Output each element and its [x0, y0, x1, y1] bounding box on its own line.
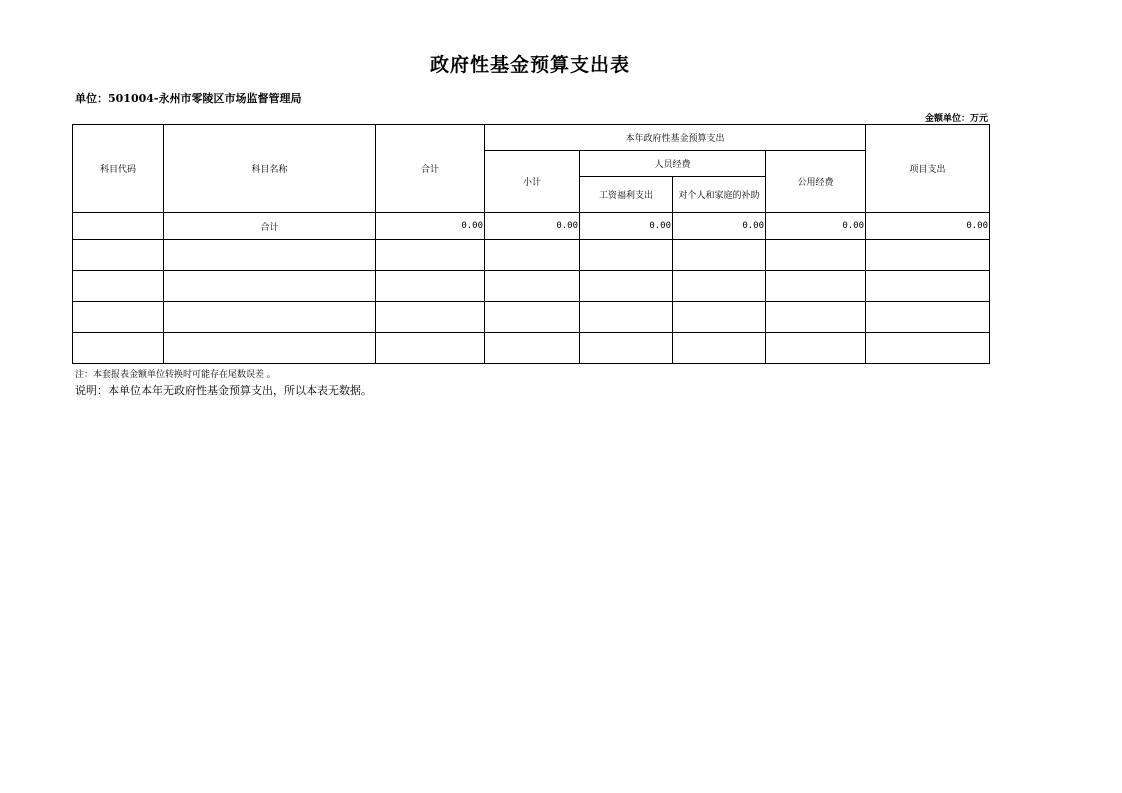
total-row [73, 213, 990, 240]
table-cell [485, 240, 580, 271]
table-cell [580, 302, 673, 333]
description: 说明：本单位本年无政府性基金预算支出，所以本表无数据。 [75, 384, 372, 397]
table-cell [485, 302, 580, 333]
table-cell [866, 333, 990, 364]
header-current-year: 本年政府性基金预算支出 [485, 125, 866, 151]
table-cell [580, 333, 673, 364]
table-cell [164, 302, 376, 333]
table-row [73, 240, 990, 271]
table-cell [376, 240, 485, 271]
table-cell [766, 302, 866, 333]
header-name: 科目名称 [164, 125, 376, 213]
table-cell [866, 240, 990, 271]
table-cell [376, 302, 485, 333]
total-subtotal: 0.00 [485, 213, 580, 240]
footnote: 注：本套报表金额单位转换时可能存在尾数误差 。 [75, 370, 276, 380]
table-cell [580, 240, 673, 271]
table-cell [673, 240, 766, 271]
header-public: 公用经费 [766, 151, 866, 213]
header-project: 项目支出 [866, 125, 990, 213]
total-code [73, 213, 164, 240]
header-code: 科目代码 [73, 125, 164, 213]
table-cell [673, 271, 766, 302]
total-label: 合计 [164, 213, 376, 240]
header-subsidy: 对个人和家庭的补助 [673, 177, 766, 213]
header-subtotal: 小计 [485, 151, 580, 213]
table-cell [376, 271, 485, 302]
table-cell [485, 333, 580, 364]
total-subsidy: 0.00 [673, 213, 766, 240]
total-wages: 0.00 [580, 213, 673, 240]
table-cell [73, 240, 164, 271]
table-cell [766, 240, 866, 271]
table-cell [164, 240, 376, 271]
table-cell [766, 271, 866, 302]
total-total: 0.00 [376, 213, 485, 240]
budget-table [72, 124, 990, 364]
header-wages: 工资福利支出 [580, 177, 673, 213]
table-cell [673, 302, 766, 333]
table-row [73, 302, 990, 333]
table-cell [164, 333, 376, 364]
unit-line: 单位：501004-永州市零陵区市场监督管理局 [75, 92, 302, 105]
amount-unit: 金额单位：万元 [924, 114, 988, 124]
table-cell [866, 271, 990, 302]
table-cell [673, 333, 766, 364]
table-cell [485, 271, 580, 302]
table-cell [866, 302, 990, 333]
header-total: 合计 [376, 125, 485, 213]
total-project: 0.00 [866, 213, 990, 240]
table-cell [73, 302, 164, 333]
table-row [73, 271, 990, 302]
table-cell [580, 271, 673, 302]
table-cell [766, 333, 866, 364]
header-personnel: 人员经费 [580, 151, 766, 177]
table-cell [73, 271, 164, 302]
table-cell [73, 333, 164, 364]
table-row [73, 333, 990, 364]
page-title: 政府性基金预算支出表 [429, 54, 630, 76]
table-cell [376, 333, 485, 364]
total-public: 0.00 [766, 213, 866, 240]
table-cell [164, 271, 376, 302]
